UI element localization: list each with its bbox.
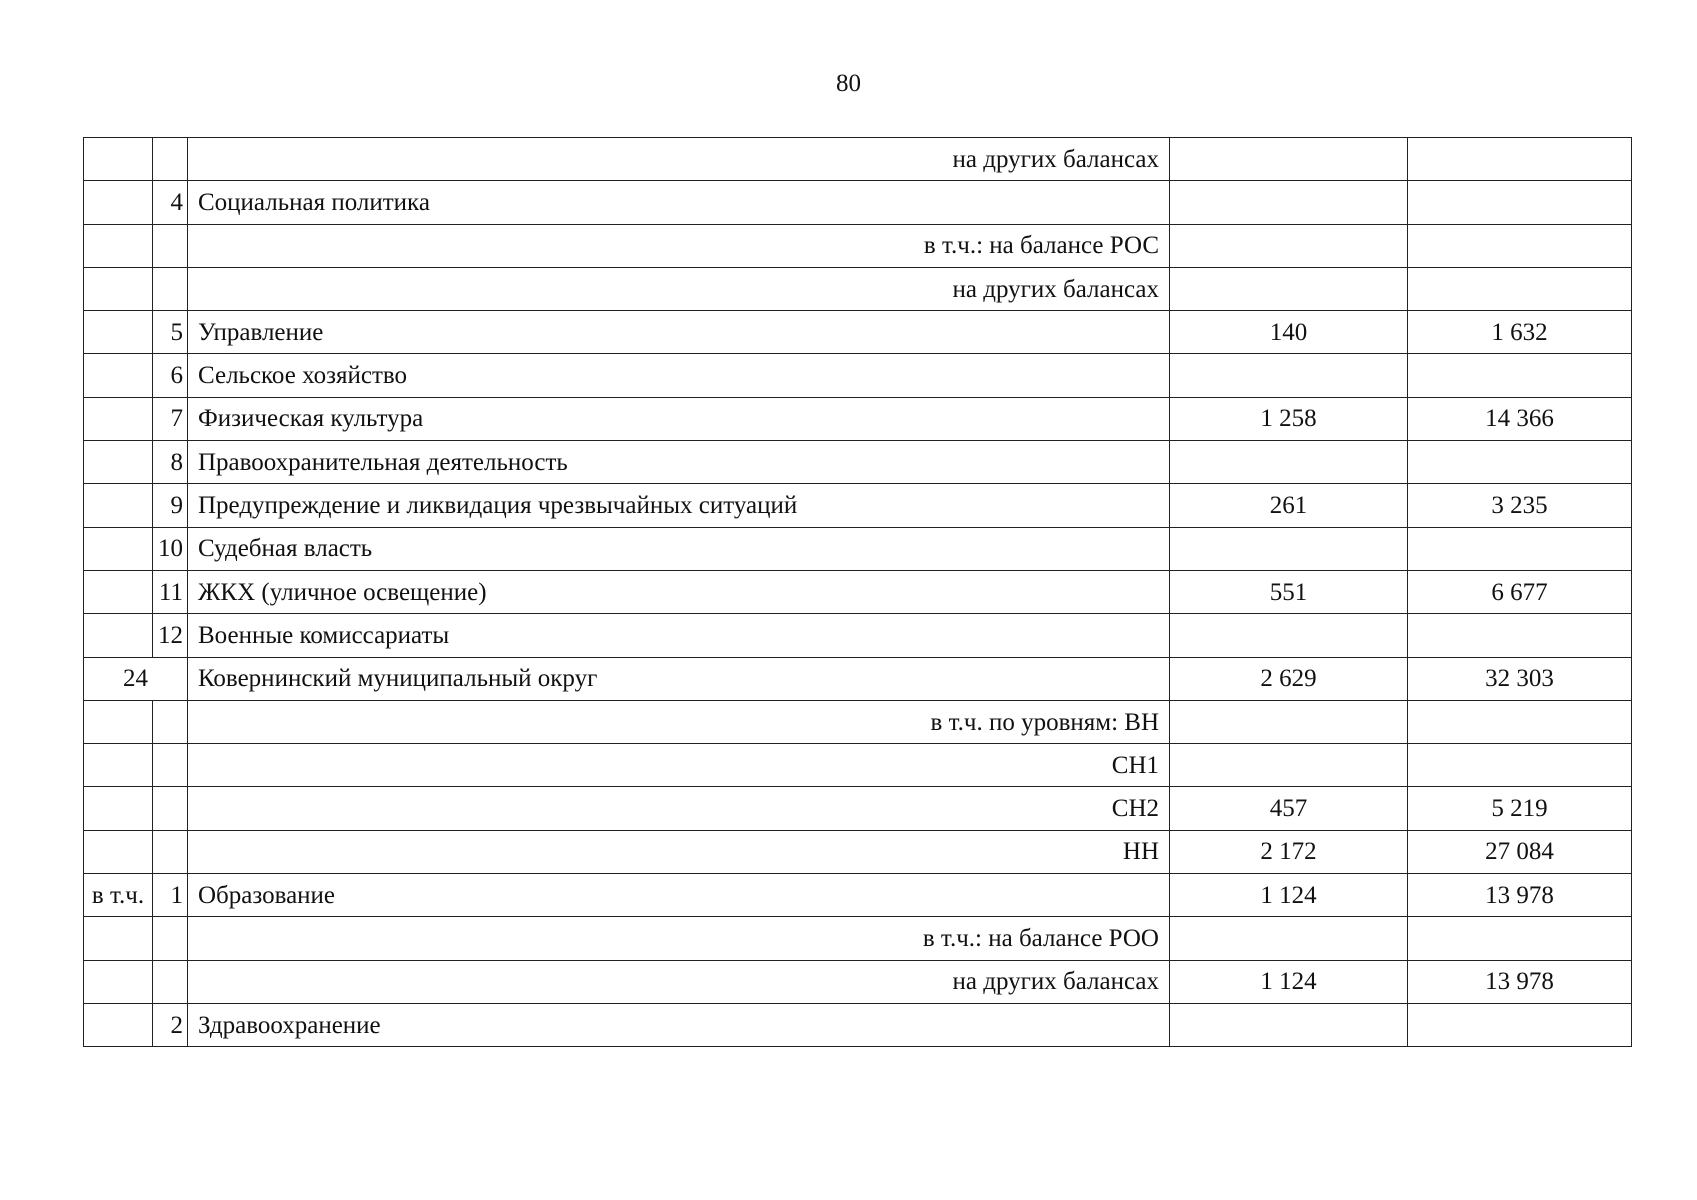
row-value-2-cell (1408, 441, 1632, 484)
table-row (84, 267, 1632, 310)
row-value-2-cell (1408, 267, 1632, 310)
row-number-cell: 8 (153, 441, 188, 484)
row-name-cell: СН2 (188, 787, 1170, 830)
row-value-2-cell: 5 219 (1408, 787, 1632, 830)
row-number-cell: 1 (153, 874, 188, 917)
table-body (84, 138, 1632, 1047)
row-number-cell: 2 (153, 1003, 188, 1046)
row-value-1-cell: 1 124 (1170, 874, 1408, 917)
page-number: 80 (836, 70, 861, 97)
row-value-2-cell: 1 632 (1408, 311, 1632, 354)
table-row (84, 960, 1632, 1003)
row-value-1-cell: 2 629 (1170, 657, 1408, 700)
row-name-cell: Военные комиссариаты (188, 614, 1170, 657)
row-value-2-cell (1408, 700, 1632, 743)
row-value-1-cell (1170, 1003, 1408, 1046)
row-group-cell (84, 441, 153, 484)
table-row (84, 657, 1632, 700)
table-row (84, 354, 1632, 397)
table-row (84, 614, 1632, 657)
table-row (84, 484, 1632, 527)
row-value-2-cell (1408, 527, 1632, 570)
table-row (84, 917, 1632, 960)
table-row (84, 224, 1632, 267)
row-number-cell: 5 (153, 311, 188, 354)
row-name-cell: в т.ч.: на балансе РОО (188, 917, 1170, 960)
row-number-cell (153, 787, 188, 830)
row-number-cell (153, 138, 188, 181)
row-name-cell: Предупреждение и ликвидация чрезвычайных ситуаций (188, 484, 1170, 527)
row-number-cell (153, 830, 188, 873)
row-value-1-cell (1170, 181, 1408, 224)
row-group-cell (84, 354, 153, 397)
table-row (84, 1003, 1632, 1046)
row-number-cell (153, 224, 188, 267)
row-value-1-cell (1170, 614, 1408, 657)
row-group-cell: в т.ч. (84, 874, 153, 917)
data-table (83, 137, 1632, 1047)
row-group-cell (84, 397, 153, 440)
row-number-cell (153, 960, 188, 1003)
row-name-cell: Образование (188, 874, 1170, 917)
row-value-2-cell (1408, 614, 1632, 657)
row-value-1-cell (1170, 917, 1408, 960)
row-name-cell: Судебная власть (188, 527, 1170, 570)
row-value-1-cell (1170, 224, 1408, 267)
row-value-1-cell (1170, 441, 1408, 484)
row-value-1-cell (1170, 527, 1408, 570)
row-value-1-cell: 551 (1170, 570, 1408, 613)
row-group-cell (84, 267, 153, 310)
row-number-cell (153, 700, 188, 743)
table-row (84, 744, 1632, 787)
row-number-cell: 9 (153, 484, 188, 527)
row-group-cell (84, 614, 153, 657)
row-group-cell (84, 311, 153, 354)
row-number-cell (153, 917, 188, 960)
row-value-2-cell: 27 084 (1408, 830, 1632, 873)
row-name-cell: в т.ч. по уровням: ВН (188, 700, 1170, 743)
row-name-cell: ЖКХ (уличное освещение) (188, 570, 1170, 613)
row-value-2-cell (1408, 744, 1632, 787)
row-number-cell: 4 (153, 181, 188, 224)
row-value-1-cell: 1 258 (1170, 397, 1408, 440)
row-value-1-cell: 2 172 (1170, 830, 1408, 873)
row-name-cell: Ковернинский муниципальный округ (188, 657, 1170, 700)
row-group-cell (84, 181, 153, 224)
row-value-1-cell: 140 (1170, 311, 1408, 354)
row-number-cell: 6 (153, 354, 188, 397)
row-number-cell: 12 (153, 614, 188, 657)
row-name-cell: на других балансах (188, 960, 1170, 1003)
row-value-2-cell (1408, 1003, 1632, 1046)
table-row (84, 700, 1632, 743)
row-name-cell: Социальная политика (188, 181, 1170, 224)
row-value-2-cell (1408, 138, 1632, 181)
row-value-1-cell (1170, 267, 1408, 310)
row-group-cell (84, 1003, 153, 1046)
row-name-cell: на других балансах (188, 138, 1170, 181)
row-value-1-cell: 1 124 (1170, 960, 1408, 1003)
row-name-cell: Правоохранительная деятельность (188, 441, 1170, 484)
row-name-cell: НН (188, 830, 1170, 873)
row-value-2-cell (1408, 224, 1632, 267)
table-row (84, 830, 1632, 873)
row-group-cell (84, 138, 153, 181)
row-group-cell (84, 484, 153, 527)
row-name-cell: в т.ч.: на балансе РОС (188, 224, 1170, 267)
row-number-cell (153, 267, 188, 310)
row-value-2-cell (1408, 354, 1632, 397)
row-value-1-cell: 261 (1170, 484, 1408, 527)
row-value-1-cell (1170, 138, 1408, 181)
row-number-cell: 11 (153, 570, 188, 613)
row-value-1-cell (1170, 744, 1408, 787)
row-number-cell: 7 (153, 397, 188, 440)
row-number-cell (153, 744, 188, 787)
row-value-1-cell (1170, 354, 1408, 397)
row-name-cell: СН1 (188, 744, 1170, 787)
row-name-cell: Физическая культура (188, 397, 1170, 440)
row-group-cell: 24 (84, 657, 188, 700)
row-group-cell (84, 700, 153, 743)
row-group-cell (84, 960, 153, 1003)
row-name-cell: Управление (188, 311, 1170, 354)
table-row (84, 874, 1632, 917)
row-value-1-cell: 457 (1170, 787, 1408, 830)
row-group-cell (84, 527, 153, 570)
row-value-2-cell: 6 677 (1408, 570, 1632, 613)
row-name-cell: Сельское хозяйство (188, 354, 1170, 397)
row-value-2-cell: 14 366 (1408, 397, 1632, 440)
row-group-cell (84, 830, 153, 873)
row-value-2-cell (1408, 181, 1632, 224)
row-group-cell (84, 787, 153, 830)
row-group-cell (84, 917, 153, 960)
row-value-2-cell: 3 235 (1408, 484, 1632, 527)
row-group-cell (84, 570, 153, 613)
row-group-cell (84, 744, 153, 787)
table-row (84, 787, 1632, 830)
row-group-cell (84, 224, 153, 267)
row-name-cell: на других балансах (188, 267, 1170, 310)
table-row (84, 527, 1632, 570)
table-row (84, 181, 1632, 224)
row-value-1-cell (1170, 700, 1408, 743)
table-row (84, 311, 1632, 354)
row-value-2-cell: 32 303 (1408, 657, 1632, 700)
row-name-cell: Здравоохранение (188, 1003, 1170, 1046)
row-value-2-cell: 13 978 (1408, 960, 1632, 1003)
row-value-2-cell (1408, 917, 1632, 960)
table-row (84, 441, 1632, 484)
row-number-cell: 10 (153, 527, 188, 570)
table-row (84, 397, 1632, 440)
table-row (84, 570, 1632, 613)
table-row (84, 138, 1632, 181)
row-value-2-cell: 13 978 (1408, 874, 1632, 917)
